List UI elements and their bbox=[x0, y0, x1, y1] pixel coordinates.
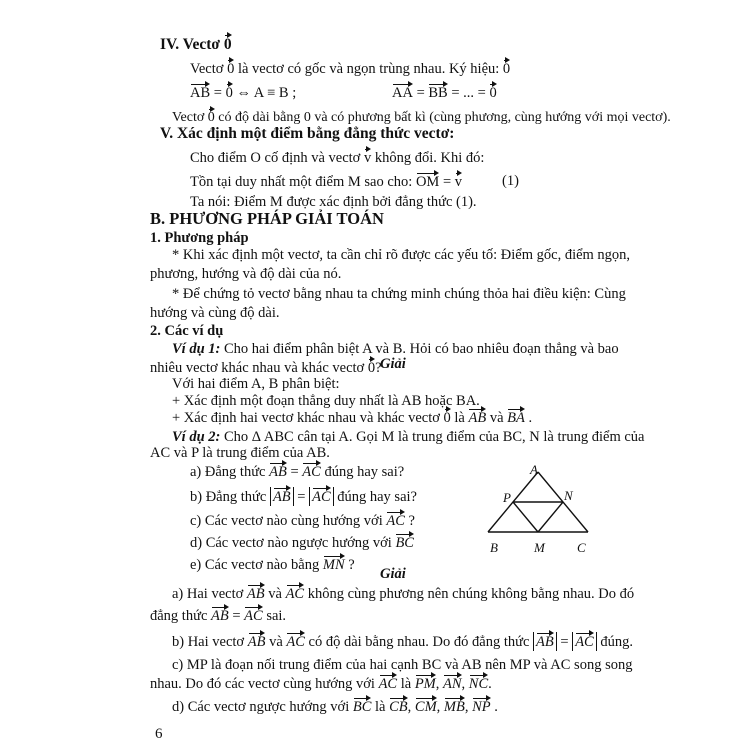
example-2-item-d: d) Các vectơ nào ngược hướng với BC bbox=[190, 535, 414, 551]
example-2-item-b: b) Đẳng thức AB = AC đúng hay sai? bbox=[190, 489, 417, 505]
method-line-2a: * Để chứng tỏ vectơ bằng nhau ta chứng minh chúng thỏa hai điều kiện: Cùng bbox=[172, 286, 626, 302]
example-2-item-a: a) Đẳng thức AB = AC đúng hay sai? bbox=[190, 464, 405, 480]
label-a: A bbox=[530, 462, 538, 477]
example-1-solution-1: Với hai điểm A, B phân biệt: bbox=[172, 376, 340, 392]
section-v-line-1: Cho điểm O cố định và vectơ v không đổi. Khi đó: bbox=[190, 150, 485, 166]
section-v-line-2: Tồn tại duy nhất một điểm M sao cho: OM = v bbox=[190, 174, 462, 190]
method-title: 1. Phương pháp bbox=[150, 230, 249, 246]
solution-d: d) Các vectơ ngược hướng với BC là CB, CM, MB, NP . bbox=[172, 699, 498, 715]
example-1-solution-3: + Xác định hai vectơ khác nhau và khác vectơ 0 là AB và BA . bbox=[172, 410, 533, 426]
method-line-1b: phương, hướng và độ dài của nó. bbox=[150, 266, 342, 282]
zero-vector-definition: Vectơ 0 là vectơ có gốc và ngọn trùng nhau. Ký hiệu: 0 bbox=[190, 61, 511, 77]
label-p: P bbox=[503, 490, 511, 505]
section-v-title: V. Xác định một điểm bằng đẳng thức vectơ: bbox=[160, 125, 455, 142]
example-2-item-e: e) Các vectơ nào bằng MN ? bbox=[190, 557, 355, 573]
solution-c-line-1: c) MP là đoạn nối trung điểm của hai cạnh BC và AB nên MP và AC song song bbox=[172, 657, 633, 673]
equation-number: (1) bbox=[502, 173, 519, 189]
label-b: B bbox=[490, 540, 498, 555]
example-1-question-cont: nhiêu vectơ khác nhau và khác vectơ 0? bbox=[150, 360, 382, 376]
section-v-line-3: Ta nói: Điểm M được xác định bởi đẳng thức (1). bbox=[190, 194, 477, 210]
solution-a-line-1: a) Hai vectơ AB và AC không cùng phương nên chúng không bằng nhau. Do đó bbox=[172, 586, 635, 602]
zero-vector-equivalence: AB = 0 ⇔ A ≡ B ; bbox=[190, 85, 297, 101]
triangle-figure bbox=[488, 462, 608, 555]
label-m: M bbox=[534, 540, 545, 555]
section-b-title: B. PHƯƠNG PHÁP GIẢI TOÁN bbox=[150, 209, 384, 228]
label-c: C bbox=[577, 540, 586, 555]
zero-vector-property: Vectơ 0 có độ dài bằng 0 và có phương bất kì (cùng phương, cùng hướng với mọi vectơ). bbox=[172, 110, 671, 125]
method-line-1a: * Khi xác định một vectơ, ta cần chỉ rõ được các yếu tố: Điểm gốc, điểm ngọn, bbox=[172, 247, 631, 263]
example-2-solution-title: Giải bbox=[380, 566, 406, 582]
page-number: 6 bbox=[155, 726, 163, 742]
example-1-solution-2: + Xác định một đoạn thẳng duy nhất là AB hoặc BA. bbox=[172, 393, 480, 409]
segment-nm bbox=[538, 502, 563, 532]
example-1-solution-title: Giải bbox=[380, 356, 406, 372]
segment-pm bbox=[513, 502, 538, 532]
label-n: N bbox=[564, 488, 573, 503]
zero-vector-notation: AA = BB = ... = 0 bbox=[392, 85, 497, 101]
solution-c-line-2: nhau. Do đó các vectơ cùng hướng với AC là PM, AN, NC. bbox=[150, 676, 492, 692]
solution-a-line-2: đẳng thức AB = AC sai. bbox=[150, 608, 287, 624]
example-1-question: Ví dụ 1: Cho hai điểm phân biệt A và B. Hỏi có bao nhiêu đoạn thẳng và bao bbox=[172, 341, 619, 357]
example-2-item-c: c) Các vectơ nào cùng hướng với AC ? bbox=[190, 513, 415, 529]
example-2-question: Ví dụ 2: Cho Δ ABC cân tại A. Gọi M là trung điểm của BC, N là trung điểm của bbox=[172, 429, 645, 445]
method-line-2b: hướng và cùng độ dài. bbox=[150, 305, 280, 321]
example-2-question-cont: AC và P là trung điểm của AB. bbox=[150, 445, 330, 461]
section-iv-title: IV. Vectơ 0 bbox=[160, 36, 232, 53]
zero-vector: 0 bbox=[223, 36, 232, 53]
examples-title: 2. Các ví dụ bbox=[150, 323, 224, 339]
solution-b: b) Hai vectơ AB và AC có độ dài bằng nhau. Do đó đẳng thức AB = AC đúng. bbox=[172, 634, 633, 650]
